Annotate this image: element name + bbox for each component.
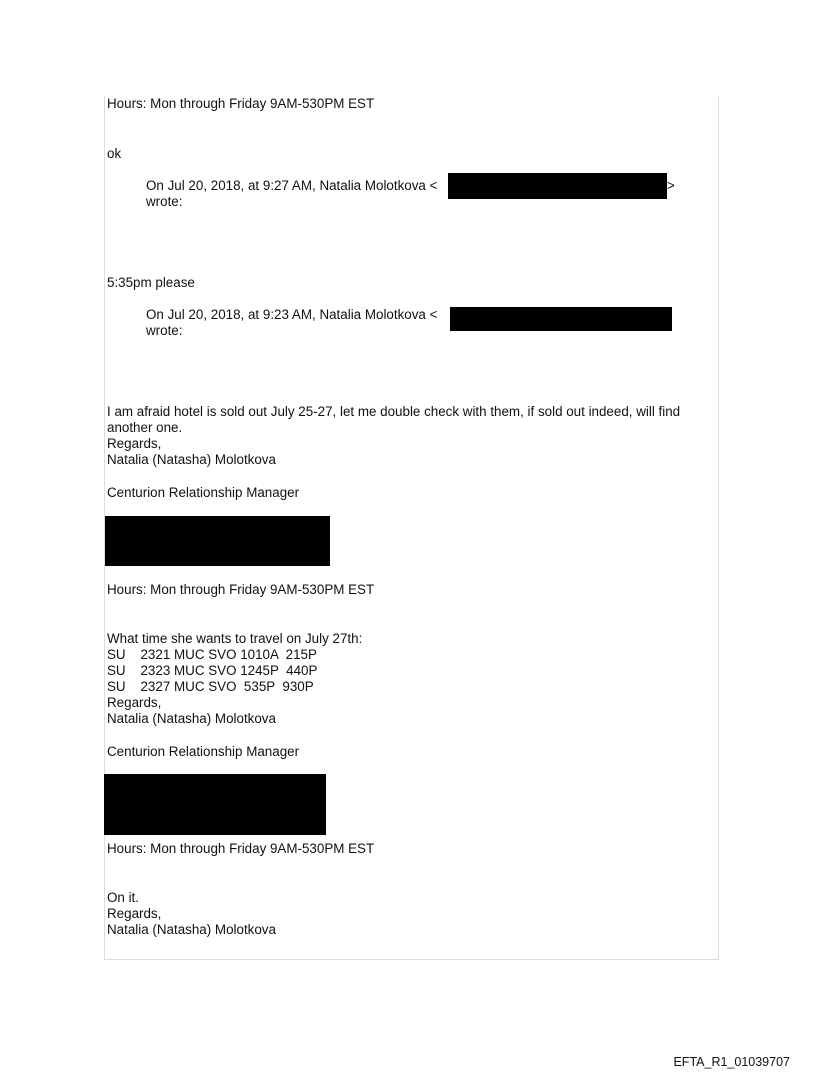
redaction-box (104, 774, 326, 835)
regards: Regards, (107, 906, 162, 921)
redaction-box (450, 307, 672, 331)
final-message: On it. (107, 890, 139, 905)
flight-question: What time she wants to travel on July 27th: (107, 631, 363, 646)
redaction-box (448, 173, 667, 199)
hours-line: Hours: Mon through Friday 9AM-530PM EST (107, 841, 375, 856)
quote-wrote: wrote: (146, 194, 183, 209)
reply-time: 5:35pm please (107, 275, 195, 290)
flight-option: SU 2323 MUC SVO 1245P 440P (107, 663, 318, 678)
quote-header-tail: > (667, 178, 675, 193)
signature-name: Natalia (Natasha) Molotkova (107, 922, 276, 937)
hours-line: Hours: Mon through Friday 9AM-530PM EST (107, 582, 375, 597)
signature-name: Natalia (Natasha) Molotkova (107, 452, 276, 467)
hours-line: Hours: Mon through Friday 9AM-530PM EST (107, 96, 375, 111)
regards: Regards, (107, 695, 162, 710)
hotel-message-line: another one. (107, 420, 183, 435)
signature-title: Centurion Relationship Manager (107, 744, 300, 759)
signature-name: Natalia (Natasha) Molotkova (107, 711, 276, 726)
redaction-box (105, 516, 330, 566)
signature-title: Centurion Relationship Manager (107, 485, 300, 500)
hotel-message-line: I am afraid hotel is sold out July 25-27, let me double check with them, if sold out indeed, will find (107, 404, 681, 419)
quote-header: On Jul 20, 2018, at 9:23 AM, Natalia Molotkova < (146, 307, 438, 322)
document-id: EFTA_R1_01039707 (673, 1055, 790, 1069)
reply-ok: ok (107, 146, 122, 161)
quote-wrote: wrote: (146, 323, 183, 338)
flight-option: SU 2321 MUC SVO 1010A 215P (107, 647, 317, 662)
quote-header: On Jul 20, 2018, at 9:27 AM, Natalia Molotkova < (146, 178, 438, 193)
regards: Regards, (107, 436, 162, 451)
flight-option: SU 2327 MUC SVO 535P 930P (107, 679, 314, 694)
